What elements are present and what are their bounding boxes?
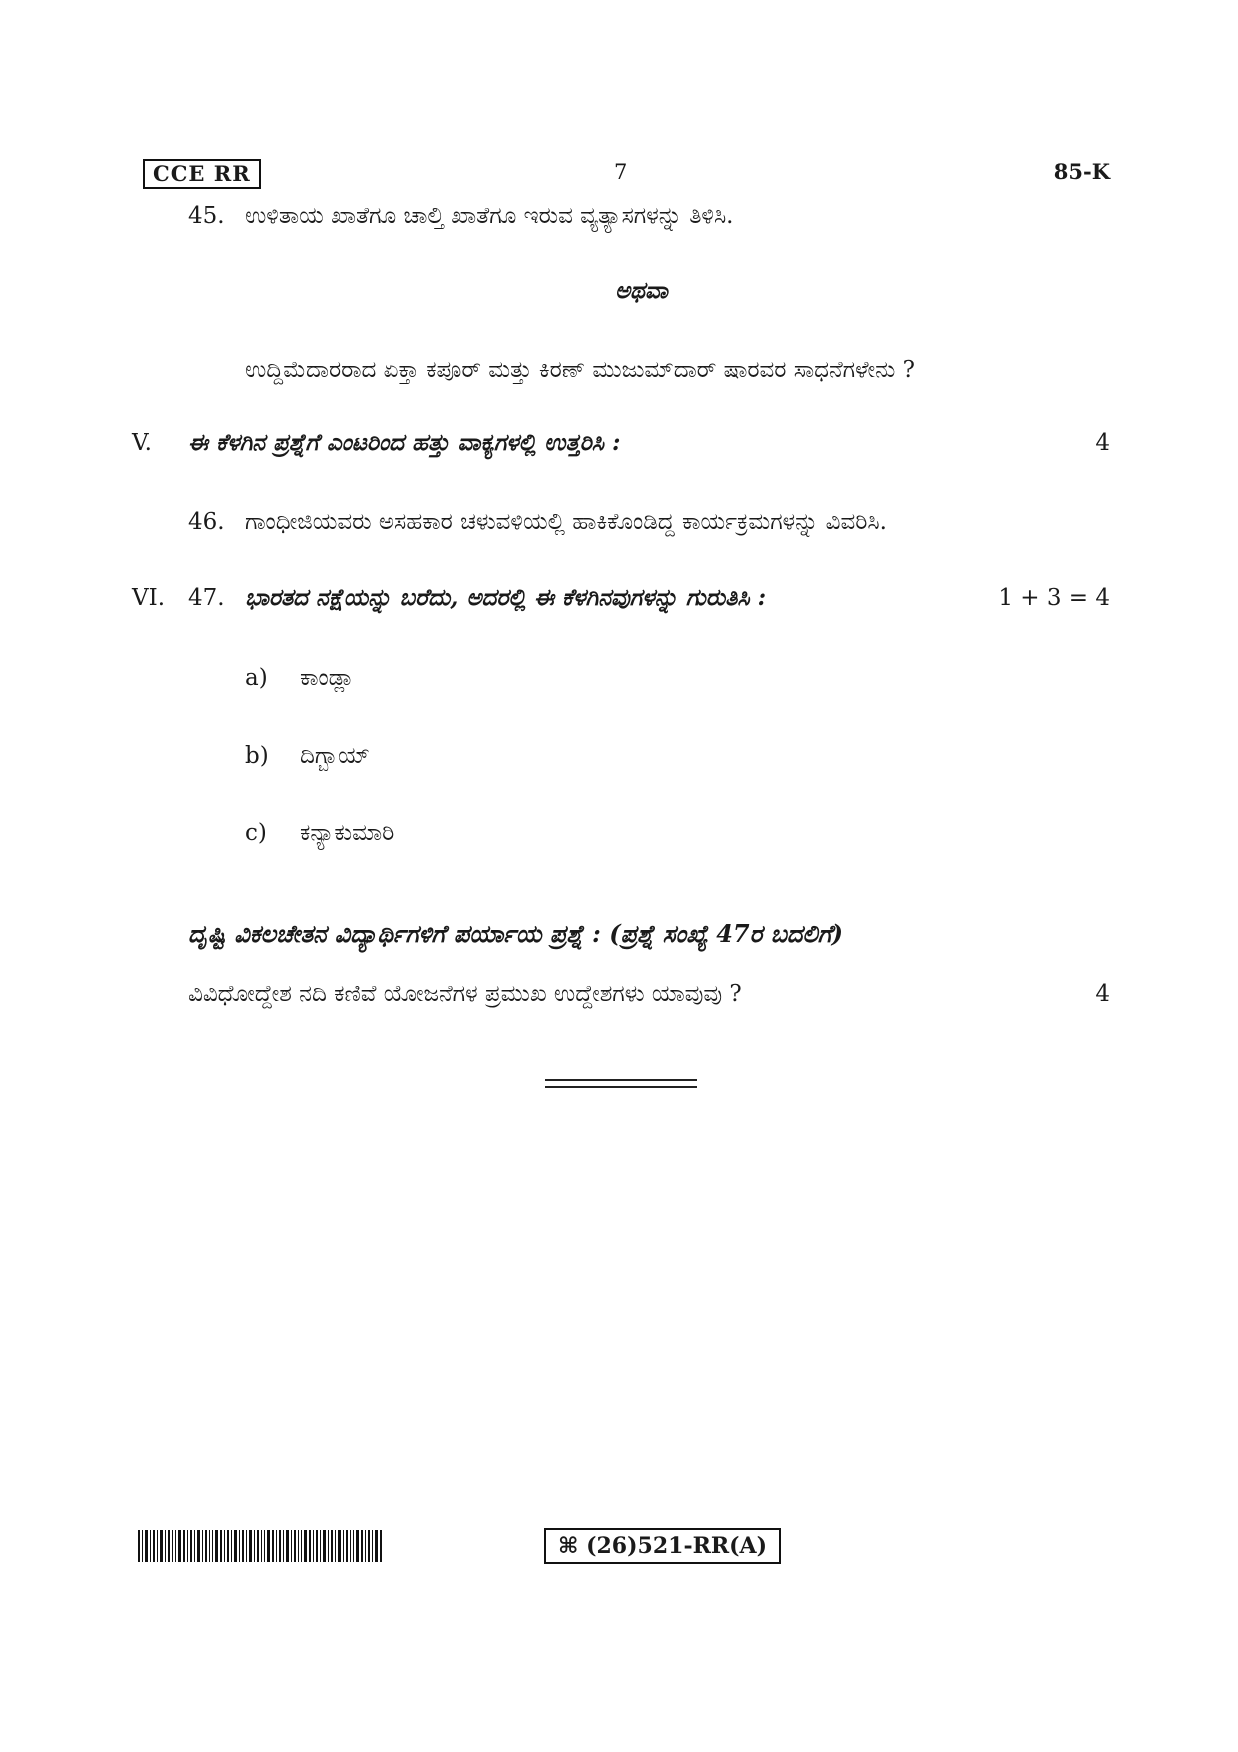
section5-marks: 4 (1095, 430, 1110, 456)
q45-number: 45. (188, 203, 225, 229)
or-label: ಅಥವಾ (615, 277, 668, 304)
page-number: 7 (614, 160, 628, 184)
option-b-label: b) (245, 743, 269, 769)
command-icon: ⌘ (558, 1533, 579, 1559)
q47-number: 47. (188, 585, 225, 611)
footer-code: (26)521-RR(A) (586, 1533, 768, 1559)
end-rule-bottom (545, 1086, 697, 1088)
exam-code-box (143, 159, 261, 189)
alt-question-marks: 4 (1095, 981, 1110, 1007)
exam-code: CCE RR (153, 161, 251, 186)
option-a-label: a) (245, 665, 268, 691)
q46-text: ಗಾಂಧೀಜಿಯವರು ಅಸಹಕಾರ ಚಳುವಳಿಯಲ್ಲಿ ಹಾಕಿಕೊಂಡಿದ್ದ ಕಾರ್ಯಕ್ರಮಗಳನ್ನು ವಿವರಿಸಿ. (245, 509, 887, 535)
option-c-label: c) (245, 820, 267, 846)
q45-text: ಉಳಿತಾಯ ಖಾತೆಗೂ ಚಾಲ್ತಿ ಖಾತೆಗೂ ಇರುವ ವ್ಯತ್ಯಾಸಗಳನ್ನು ತಿಳಿಸಿ. (245, 203, 734, 229)
q45-alt-text: ಉದ್ದಿಮೆದಾರರಾದ ಏಕ್ತಾ ಕಪೂರ್ ಮತ್ತು ಕಿರಣ್ ಮುಜುಮ್‌ದಾರ್ ಷಾರವರ ಸಾಧನೆಗಳೇನು ? (245, 357, 915, 383)
paper-code: 85-K (1053, 159, 1110, 184)
option-c-text: ಕನ್ಯಾಕುಮಾರಿ (300, 820, 395, 846)
footer-code-box (544, 1528, 781, 1564)
option-b-text: ದಿಗ್ಬಾಯ್ (300, 743, 371, 769)
section5-instruction: ಈ ಕೆಳಗಿನ ಪ್ರಶ್ನೆಗೆ ಎಂಟರಿಂದ ಹತ್ತು ವಾಕ್ಯಗಳಲ್ಲಿ ಉತ್ತರಿಸಿ : (188, 429, 621, 456)
section6-instruction: ಭಾರತದ ನಕ್ಷೆಯನ್ನು ಬರೆದು, ಅದರಲ್ಲಿ ಈ ಕೆಳಗಿನವುಗಳನ್ನು ಗುರುತಿಸಿ : (245, 584, 767, 611)
option-a-text: ಕಾಂಡ್ಲಾ (300, 665, 355, 691)
barcode-image (138, 1530, 383, 1562)
q46-number: 46. (188, 509, 225, 535)
section5-roman: V. (132, 430, 152, 456)
section6-marks: 1 + 3 = 4 (998, 585, 1110, 611)
section6-roman: VI. (132, 585, 166, 611)
alt-question-heading: ದೃಷ್ಟಿ ವಿಕಲಚೇತನ ವಿದ್ಯಾರ್ಥಿಗಳಿಗೆ ಪರ್ಯಾಯ ಪ್ರಶ್ನೆ : (ಪ್ರಶ್ನೆ ಸಂಖ್ಯೆ 47ರ ಬದಲಿಗೆ) (188, 919, 844, 948)
end-rule-top (545, 1079, 697, 1081)
alt-question-text: ವಿವಿಧೋದ್ದೇಶ ನದಿ ಕಣಿವೆ ಯೋಜನೆಗಳ ಪ್ರಮುಖ ಉದ್ದೇಶಗಳು ಯಾವುವು ? (188, 981, 742, 1007)
